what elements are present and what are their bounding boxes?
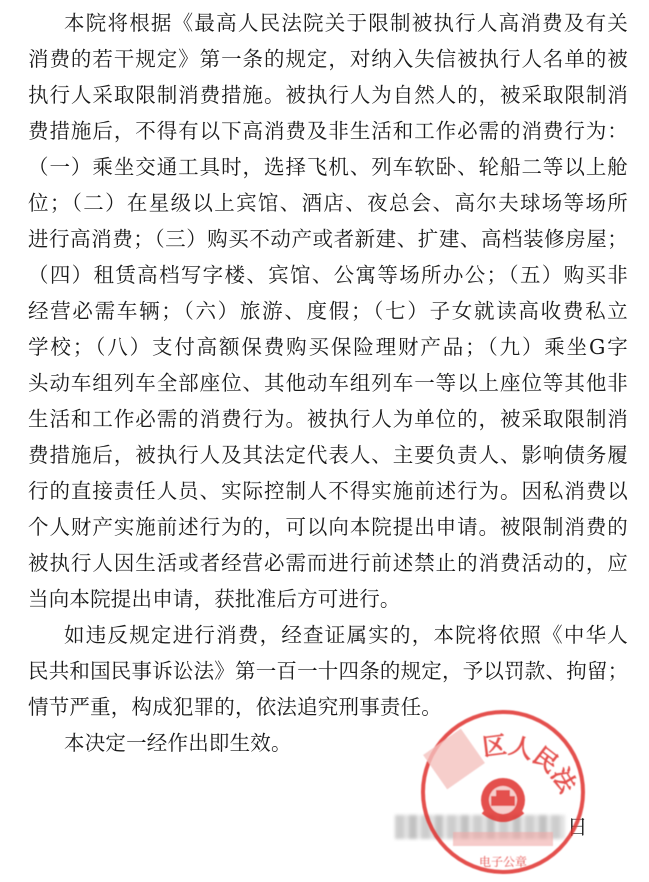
paragraph-1-line-7: 进行高消费；（三）购买不动产或者新建、扩建、高档装修房屋；	[28, 227, 628, 251]
paragraph-1-line-6: 位；（二）在星级以上宾馆、酒店、夜总会、高尔夫球场等场所	[28, 191, 628, 215]
seal-label: 电子公章	[478, 855, 528, 869]
paragraph-1-line-2: 消费的若干规定》第一条的规定，对纳入失信被执行人名单的被	[28, 47, 628, 71]
paragraph-2-line-1: 如违反规定进行消费，经查证属实的，本院将依照《中华人	[64, 623, 628, 647]
paragraph-1-line-9: 经营必需车辆；（六）旅游、度假；（七）子女就读高收费私立	[28, 299, 628, 323]
paragraph-1-line-11: 头动车组列车全部座位、其他动车组列车一等以上座位等其他非	[28, 371, 628, 395]
paragraph-1-line-1: 本院将根据《最高人民法院关于限制被执行人高消费及有关	[64, 11, 628, 35]
court-seal	[413, 700, 593, 880]
emblem-icon	[481, 778, 525, 822]
paragraph-1-line-17: 当向本院提出申请，获批准后方可进行。	[28, 587, 401, 611]
paragraph-1-line-12: 生活和工作必需的消费行为。被执行人为单位的，被采取限制消	[28, 407, 628, 431]
paragraph-1-line-10: 学校；（八）支付高额保费购买保险理财产品；（九）乘坐G字	[28, 335, 628, 359]
paragraph-1-line-5: （一）乘坐交通工具时，选择飞机、列车软卧、轮船二等以上舱	[28, 155, 628, 179]
paragraph-1-line-15: 个人财产实施前述行为的，可以向本院提出申请。被限制消费的	[28, 515, 628, 539]
paragraph-1-line-4: 费措施后，不得有以下高消费及非生活和工作必需的消费行为：	[28, 119, 628, 143]
paragraph-3-line-1: 本决定一经作出即生效。	[64, 731, 292, 755]
paragraph-1-line-16: 被执行人因生活或者经营必需而进行前述禁止的消费活动的，应	[28, 551, 628, 575]
paragraph-1-line-14: 行的直接责任人员、实际控制人不得实施前述行为。因私消费以	[28, 479, 628, 503]
paragraph-1-line-8: （四）租赁高档写字楼、宾馆、公寓等场所办公；（五）购买非	[28, 263, 628, 287]
paragraph-2-line-2: 民共和国民事诉讼法》第一百一十四条的规定，予以罚款、拘留；	[28, 659, 629, 683]
paragraph-1-line-3: 执行人采取限制消费措施。被执行人为自然人的，被采取限制消	[28, 83, 628, 107]
seal-title: 区人民法	[480, 729, 583, 798]
paragraph-1-line-13: 费措施后，被执行人及其法定代表人、主要负责人、影响债务履	[28, 443, 628, 467]
date-day-suffix: 日	[567, 815, 588, 839]
paragraph-2-line-3: 情节严重，构成犯罪的，依法追究刑事责任。	[28, 695, 442, 719]
